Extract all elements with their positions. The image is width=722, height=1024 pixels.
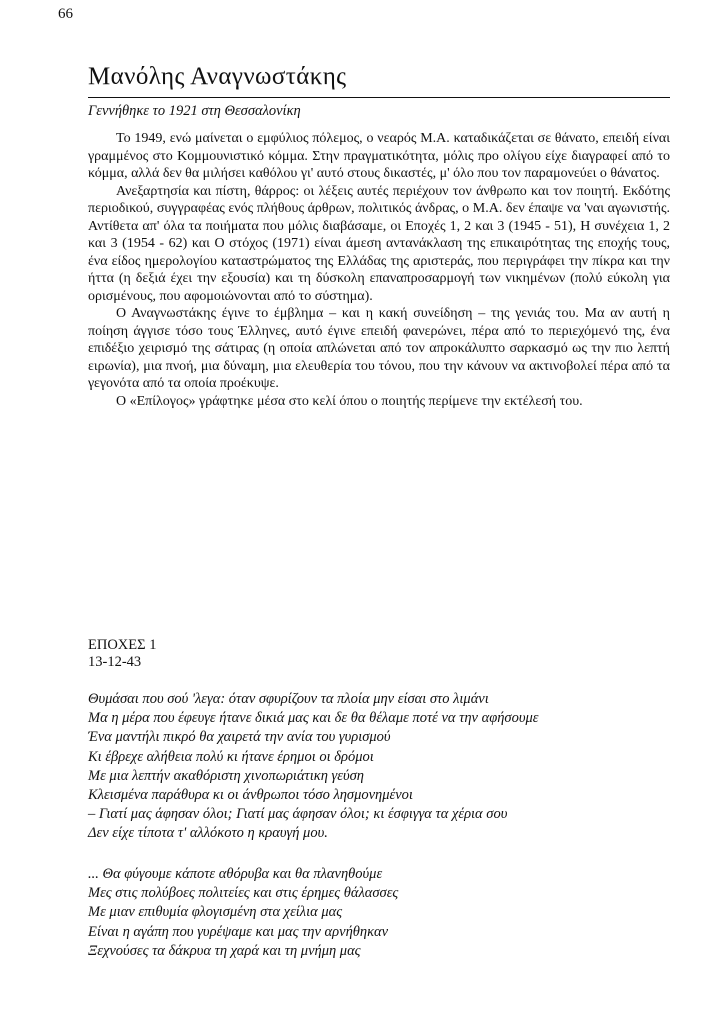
birth-line: Γεννήθηκε το 1921 στη Θεσσαλονίκη [88,103,301,119]
poem-stanza [88,865,688,961]
poem-line: ... Θα φύγουμε κάποτε αθόρυβα και θα πλανηθούμε [88,866,383,882]
author-name: Μανόλης Αναγνωστάκης [88,63,347,90]
poem-stanza [88,690,688,844]
poem-line: – Γιατί μας άφησαν όλοι; Γιατί μας άφησαν όλοι; κι έσφιγγα τα χέρια σου [88,806,508,823]
poem-title: ΕΠΟΧΕΣ 1 [88,637,157,653]
poem-line: Μες στις πολύβοες πολιτείες και στις έρημες θάλασσες [88,885,399,902]
poem-line: Κλεισμένα παράθυρα κι οι άνθρωποι τόσο λησμονημένοι [88,787,413,804]
poem-line: Είναι η αγάπη που γυρέψαμε και μας την αρνήθηκαν [88,923,389,940]
poem-line: Με μιαν επιθυμία φλογισμένη στα χείλια μας [88,904,343,921]
poem-line: Ξεχνούσες τα δάκρυα τη χαρά και τη μνήμη μας [88,942,361,959]
title-rule [88,97,670,98]
poem-line: Μα η μέρα που έφευγε ήτανε δικιά μας και δε θα θέλαμε ποτέ να την αφήσουμε [88,710,539,727]
bio-text [88,130,670,410]
bio-paragraph: Ανεξαρτησία και πίστη, θάρρος: οι λέξεις αυτές περιέχουν τον άνθρωπο και τον ποιητή. Εκδότης περιοδικού, συγγραφέας ενός πλήθους άρθρων, πολιτικός άνδρας, ο Μ.Α. δεν έπαψε να 'ναι αγωνιστής. Αντίθετα απ' όλα τα ποιήματα που μόλις διαβάσαμε, οι Εποχές 1, 2 και 3 (1945 - 51), Η συνέχεια 1, 2 και 3 (1954 - 62) και Ο στόχος (1971) είναι άμεση αντανάκλαση της επικαιρότητας της εποχής τους, ένα είδος ημερολογίου καταστρώματος της Ελλάδας της αριστεράς, που περιγράφει την πίκρα και την ήττα (η δεξιά έχει την εξουσία) και τη δύσκολη επαναπροσαρμογή των νικημένων (πολύ εύκολη για ορισμένους, που αφομοιώνονται από το σύστημα). [88,183,670,304]
bio-paragraph: Ο «Επίλογος» γράφτηκε μέσα στο κελί όπου ο ποιητής περίμενε την εκτέλεσή του. [116,393,583,409]
poem-line: Ένα μαντήλι πικρό θα χαιρετά την ανία του γυρισμού [88,729,391,746]
poem-line: Θυμάσαι που σού 'λεγα: όταν σφυρίζουν τα πλοία μην είσαι στο λιμάνι [88,691,489,707]
poem-line: Δεν είχε τίποτα τ' αλλόκοτο η κραυγή μου. [88,825,328,842]
poem-line: Με μια λεπτήν ακαθόριστη χινοπωριάτικη γεύση [88,767,364,784]
poem-date: 13-12-43 [88,654,142,670]
bio-paragraph: Ο Αναγνωστάκης έγινε το έμβλημα – και η κακή συνείδηση – της γενιάς του. Μα αν αυτή η ποίηση άγγισε τόσο τους Έλληνες, αυτό έγινε επειδή φανερώνει, πέρα από το περιεχόμενό της, ένα επιδέξιο χειρισμό της σάτιρας (η οποία απλώνεται από τον απροκάλυπτο σαρκασμό ως την πιο λεπτή ειρωνία), μια πνοή, μια δύναμη, μια ελευθερία του τόνου, που την κάνουν να ακτινοβολεί πέρα από τα γεγονότα από τα οποία προέκυψε. [88,306,670,391]
poem-line: Κι έβρεχε αλήθεια πολύ κι ήτανε έρημοι οι δρόμοι [88,748,374,765]
bio-paragraph: Το 1949, ενώ μαίνεται ο εμφύλιος πόλεμος, ο νεαρός Μ.Α. καταδικάζεται σε θάνατο, επειδή είναι γραμμένος στο Κομμουνιστικό κόμμα. Στην πραγματικότητα, μόλις προ ολίγου είχε διαγραφεί από το κόμμα, αλλά δεν θα μιλήσει καθόλου γι' αυτό στους δικαστές, μ' όλο που τον παραμονεύει ο θάνατος. [88,131,670,181]
page-number: 66 [58,6,73,22]
